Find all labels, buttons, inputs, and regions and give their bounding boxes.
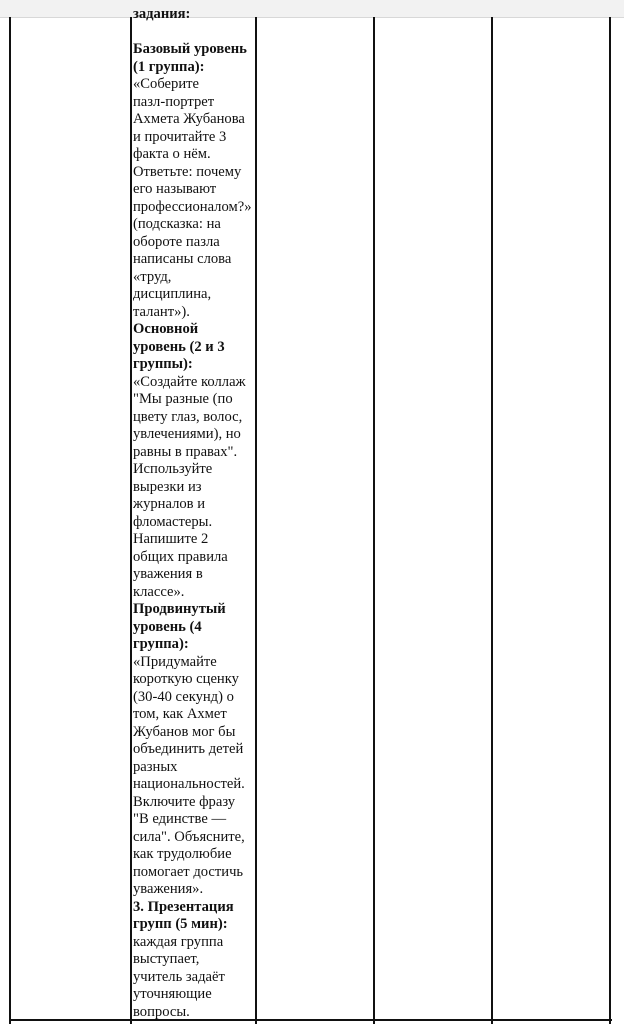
task-text-line: написаны слова — [133, 251, 232, 267]
task-text-line: том, как Ахмет — [133, 706, 227, 722]
task-text-line: профессионалом?» — [133, 198, 252, 215]
task-text-line: "Мы разные (по — [133, 391, 233, 407]
task-heading-line: уровень (2 и 3 — [133, 338, 225, 355]
task-text-line: журналов и — [133, 496, 206, 512]
task-text-line: пазл-портрет — [133, 93, 215, 110]
task-text-line: короткую сценку — [133, 671, 239, 687]
task-text-line: уважения в — [133, 566, 203, 582]
task-text-line — [133, 24, 255, 42]
task-text-line: равны в правах". — [133, 443, 238, 460]
task-text-line: Включите фразу — [133, 793, 236, 810]
task-text-line: помогает достичь — [133, 863, 244, 880]
task-text-line: "В единстве — — [133, 811, 227, 827]
task-text-line: обороте пазла — [133, 233, 220, 250]
task-heading-line: группы): — [133, 356, 193, 372]
task-heading-line: (1 группа): — [133, 58, 205, 75]
viewer-top-bar — [0, 0, 624, 18]
task-text-line: и прочитайте 3 — [133, 128, 227, 145]
column-divider — [491, 17, 493, 1024]
task-text-line: Напишите 2 — [133, 531, 209, 547]
task-text-line: (30-40 секунд) о — [133, 688, 234, 705]
task-heading-line: 3. Презентация — [133, 898, 234, 915]
task-heading-line: Основной — [133, 321, 199, 337]
task-text-line: «Придумайте — [133, 653, 217, 670]
task-text-line: классе». — [133, 583, 185, 600]
task-text-line: факта о нём. — [133, 146, 211, 162]
task-text-line: его называют — [133, 181, 217, 197]
task-text-line: талант»). — [133, 303, 190, 320]
task-text-line: учитель задаёт — [133, 968, 225, 985]
task-text-line: Ответьте: почему — [133, 163, 242, 180]
row-divider — [10, 1019, 612, 1021]
task-text-line: Используйте — [133, 461, 213, 477]
task-heading-line: уровень (4 — [133, 618, 202, 635]
task-text-line: Ахмета Жубанова — [133, 111, 245, 127]
column-divider — [255, 17, 257, 1024]
task-text-line: национальностей. — [133, 776, 245, 792]
task-heading-line: задания: — [133, 6, 191, 22]
task-heading-line: групп (5 мин): — [133, 916, 228, 932]
task-text-line: каждая группа — [133, 933, 224, 950]
task-text-line: вопросы. — [133, 1003, 190, 1020]
task-text-line: общих правила — [133, 548, 228, 565]
task-text-line: выступает, — [133, 951, 200, 967]
column-divider — [130, 17, 132, 1024]
task-text-line: вырезки из — [133, 478, 202, 495]
task-text-line: дисциплина, — [133, 286, 212, 302]
table-border-right — [609, 17, 611, 1024]
task-text-line: «труд, — [133, 268, 172, 285]
task-text-line: уважения». — [133, 881, 204, 897]
task-text-line: сила". Объясните, — [133, 828, 245, 845]
task-text-line: разных — [133, 758, 178, 775]
task-text-line: фломастеры. — [133, 513, 213, 530]
task-cell — [133, 6, 255, 1021]
task-text-line: объединить детей — [133, 741, 244, 757]
task-heading-line: группа): — [133, 636, 189, 652]
task-text-line: уточняющие — [133, 986, 212, 1002]
task-text-line: «Создайте коллаж — [133, 373, 246, 390]
task-heading-line: Базовый уровень — [133, 41, 247, 57]
task-text-line: (подсказка: на — [133, 216, 221, 232]
column-divider — [373, 17, 375, 1024]
task-text-line: как трудолюбие — [133, 846, 232, 862]
table-border-left — [9, 17, 11, 1024]
task-heading-line: Продвинутый — [133, 601, 226, 617]
task-text-line: увлечениями), но — [133, 426, 241, 442]
task-text-line: Жубанов мог бы — [133, 723, 236, 740]
task-text-line: «Соберите — [133, 76, 199, 92]
task-text-line: цвету глаз, волос, — [133, 408, 243, 425]
